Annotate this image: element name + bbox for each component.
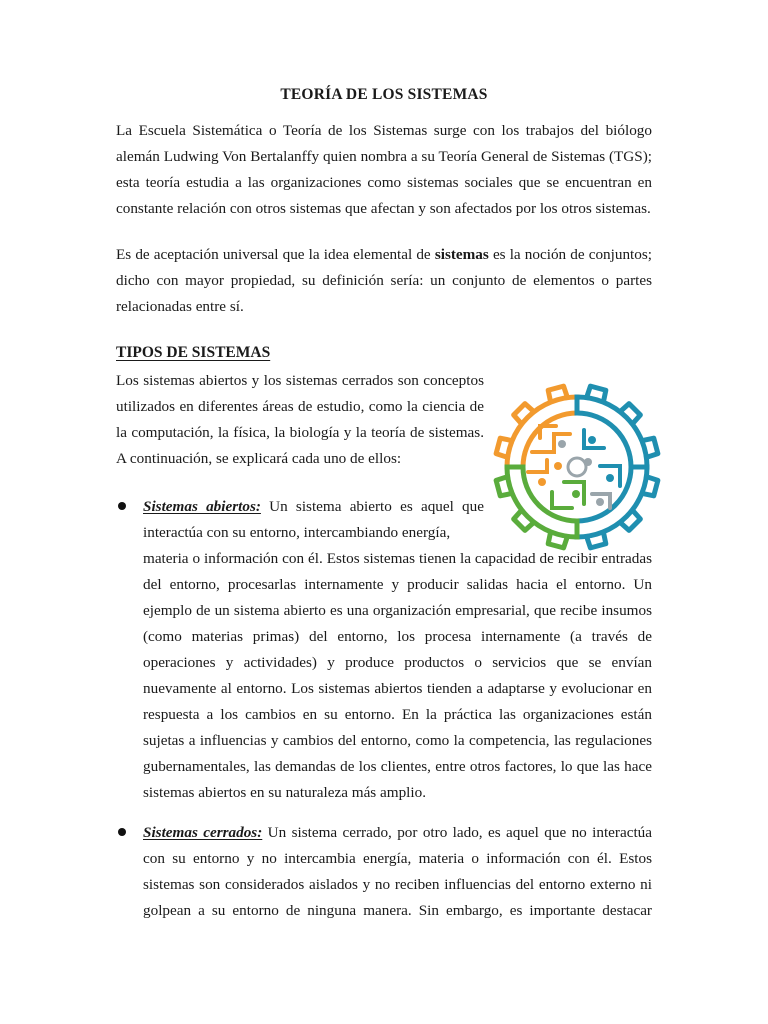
intro-paragraph: La Escuela Sistemática o Teoría de los Sistemas surge con los trabajos del biólogo alemán Ludwing Von Bertalanffy quien nombra a su Teoría General de Sistemas (TGS); esta teoría estudia a las organizaciones como sistemas sociales que se encuentran en constante relación con otros sistemas que afectan y son afectados por los otros sistemas. bbox=[116, 122, 652, 217]
gear-illustration bbox=[496, 386, 658, 548]
second-paragraph-after: es la noción de conjuntos; dicho con mayor propiedad, su definición sería: un conjunto de elementos o partes relacionadas entre sí. bbox=[116, 246, 653, 315]
gear-inner-line bbox=[528, 460, 547, 472]
bullet-closed-systems-text: Un sistema cerrado, por otro lado, es aquel que no interactúa con su entorno y no intercambia energía, materia o información con él. Estos sistemas son considerados aislados y no reciben influencias del entorno externo ni golpean a su entorno de ninguna manera. Sin embargo, es importante destacar bbox=[143, 824, 652, 919]
bullet-closed-systems bbox=[143, 820, 652, 924]
term-open-systems: Sistemas abiertos: bbox=[143, 498, 261, 515]
second-paragraph bbox=[116, 242, 652, 320]
bullet-open-systems-first-lines bbox=[143, 494, 484, 546]
bullet-dot bbox=[118, 828, 126, 836]
gear-icon-dot bbox=[596, 498, 604, 506]
gear-ring-segment bbox=[507, 467, 577, 537]
bullet-dot bbox=[118, 502, 126, 510]
gear-icon-dot bbox=[606, 474, 614, 482]
gear-inner-line bbox=[552, 492, 572, 508]
sistemas-bold-word: sistemas bbox=[434, 246, 489, 263]
gear-icon-dot bbox=[558, 440, 566, 448]
bullet-open-systems-text-first: Un sistema abierto es aquel que interactúa con su entorno, intercambiando energía, bbox=[143, 498, 484, 541]
document-title: TEORÍA DE LOS SISTEMAS bbox=[280, 86, 488, 103]
gear-icon-dot bbox=[554, 462, 562, 470]
section-intro-paragraph: Los sistemas abiertos y los sistemas cerrados son conceptos utilizados en diferentes áreas de estudio, como la ciencia de la computación, la física, la biología y la teoría de sistemas. A continuación, se explicará cada uno de ellos: bbox=[116, 372, 484, 467]
gear-icon-dot bbox=[538, 478, 546, 486]
bullet-open-systems-rest: materia o información con él. Estos sistemas tienen la capacidad de recibir entradas del entorno, procesarlas internamente y producir salidas hacia el entorno. Un ejemplo de un sistema abierto es una organización empresarial, que recibe insumos (como materias primas) del entorno, los procesa internamente (a través de operaciones y actividades) y produce productos o servicios que se envían nuevamente al entorno. Los sistemas abiertos tienden a adaptarse y evolucionar en respuesta a los cambios en su entorno. En la práctica las organizaciones están sujetas a influencias y cambios del entorno, como la competencia, las regulaciones gubernamentales, las demandas de los clientes, entre otros factores, lo que las hace sistemas abiertos en su naturaleza más amplio. bbox=[143, 550, 652, 801]
term-closed-systems: Sistemas cerrados: bbox=[143, 824, 263, 841]
second-paragraph-before: Es de aceptación universal que la idea elemental de bbox=[116, 246, 435, 263]
gear-center-hub bbox=[568, 458, 586, 476]
section-heading: TIPOS DE SISTEMAS bbox=[116, 344, 271, 361]
gear-icon-dot bbox=[588, 436, 596, 444]
gear-ring-segment bbox=[577, 397, 647, 467]
gear-icon-dot bbox=[572, 490, 580, 498]
gear-systems-illustration-icon bbox=[492, 382, 662, 552]
